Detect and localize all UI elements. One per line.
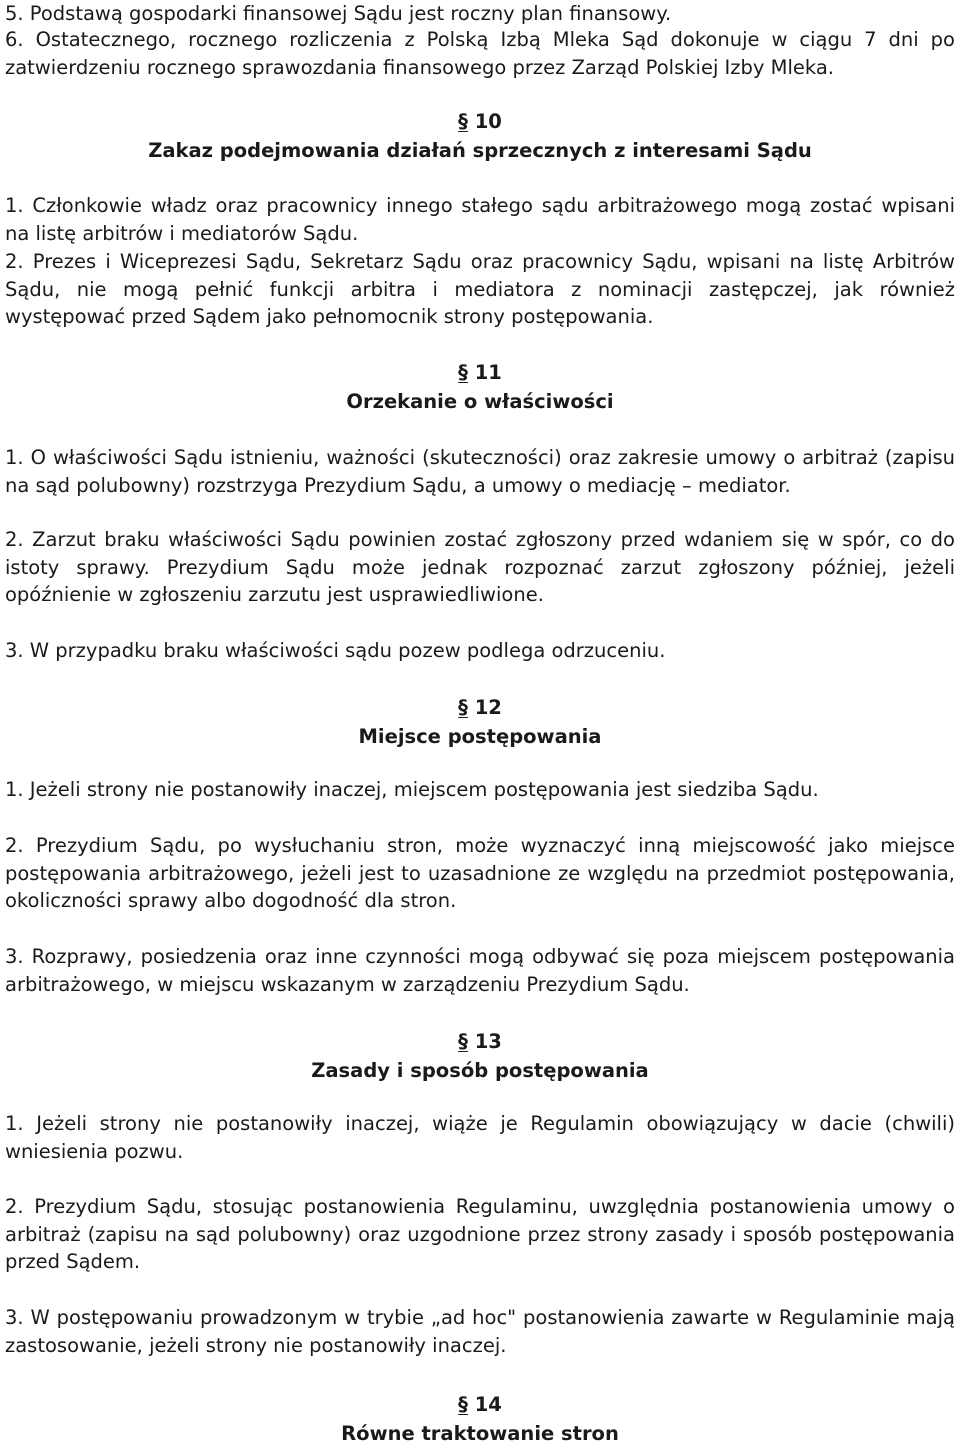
section-heading-12 [5, 693, 955, 751]
section-number: § 13 [458, 1030, 502, 1053]
section-number: § 11 [458, 361, 502, 384]
section-number: § 12 [458, 696, 502, 719]
paragraph-top-5: 5. Podstawą gospodarki finansowej Sądu jest roczny plan finansowy. [5, 2, 672, 25]
paragraph-10-1: 1. Członkowie władz oraz pracownicy innego stałego sądu arbitrażowego mogą zostać wpisani na listę arbitrów i mediatorów Sądu. [5, 194, 955, 245]
paragraph-12-1: 1. Jeżeli strony nie postanowiły inaczej, miejscem postępowania jest siedziba Sądu. [5, 778, 819, 801]
paragraph-13-1: 1. Jeżeli strony nie postanowiły inaczej, wiąże je Regulamin obowiązujący w dacie (chwili) wniesienia pozwu. [5, 1112, 955, 1163]
paragraph-13-2: 2. Prezydium Sądu, stosując postanowienia Regulaminu, uwzględnia postanowienia umowy o arbitraż (zapisu na sąd polubowny) oraz uzgodnione przez strony zasady i sposób postępowania przed Sądem. [5, 1195, 955, 1273]
section-symbol: § [458, 110, 468, 133]
paragraph-12-2: 2. Prezydium Sądu, po wysłuchaniu stron, może wyznaczyć inną miejscowość jako miejsce postępowania arbitrażowego, jeżeli jest to uzasadnione ze względu na przedmiot postępowania, okoliczności sprawy albo dogodność dla stron. [5, 834, 955, 912]
section-symbol: § [458, 1393, 468, 1416]
paragraph-11-1: 1. O właściwości Sądu istnieniu, ważności (skuteczności) oraz zakresie umowy o arbitraż (zapisu na sąd polubowny) rozstrzyga Prezydium Sądu, a umowy o mediację – mediator. [5, 446, 955, 497]
paragraph-12-3: 3. Rozprawy, posiedzenia oraz inne czynności mogą odbywać się poza miejscem postępowania arbitrażowego, w miejscu wskazanym w zarządzeniu Prezydium Sądu. [5, 945, 955, 996]
section-symbol: § [458, 361, 468, 384]
section-title: Równe traktowanie stron [341, 1422, 619, 1445]
section-heading-13 [5, 1027, 955, 1085]
section-heading-11 [5, 358, 955, 416]
section-number: § 10 [458, 110, 502, 133]
paragraph-11-3: 3. W przypadku braku właściwości sądu pozew podlega odrzuceniu. [5, 639, 666, 662]
section-title: Zakaz podejmowania działań sprzecznych z interesami Sądu [148, 139, 812, 162]
section-heading-14 [5, 1390, 955, 1448]
paragraph-10-2: 2. Prezes i Wiceprezesi Sądu, Sekretarz Sądu oraz pracownicy Sądu, wpisani na listę Arbitrów Sądu, nie mogą pełnić funkcji arbitra i mediatora z nominacji zastępczej, jak również występować przed Sądem jako pełnomocnik strony postępowania. [5, 250, 955, 328]
section-number: § 14 [458, 1393, 502, 1416]
section-title: Orzekanie o właściwości [346, 390, 614, 413]
section-symbol: § [458, 1030, 468, 1053]
section-symbol: § [458, 696, 468, 719]
paragraph-13-3: 3. W postępowaniu prowadzonym w trybie „ad hoc" postanowienia zawarte w Regulaminie mają zastosowanie, jeżeli strony nie postanowiły inaczej. [5, 1306, 955, 1357]
section-heading-10 [5, 107, 955, 165]
section-title: Zasady i sposób postępowania [311, 1059, 649, 1082]
paragraph-11-2: 2. Zarzut braku właściwości Sądu powinien zostać zgłoszony przed wdaniem się w spór, co do istoty sprawy. Prezydium Sądu może jednak rozpoznać zarzut zgłoszony później, jeżeli opóźnienie w zgłoszeniu zarzutu jest usprawiedliwione. [5, 528, 955, 606]
paragraph-top-6: 6. Ostatecznego, rocznego rozliczenia z Polską Izbą Mleka Sąd dokonuje w ciągu 7 dni po zatwierdzeniu rocznego sprawozdania finansowego przez Zarząd Polskiej Izby Mleka. [5, 28, 955, 79]
section-title: Miejsce postępowania [358, 725, 602, 748]
